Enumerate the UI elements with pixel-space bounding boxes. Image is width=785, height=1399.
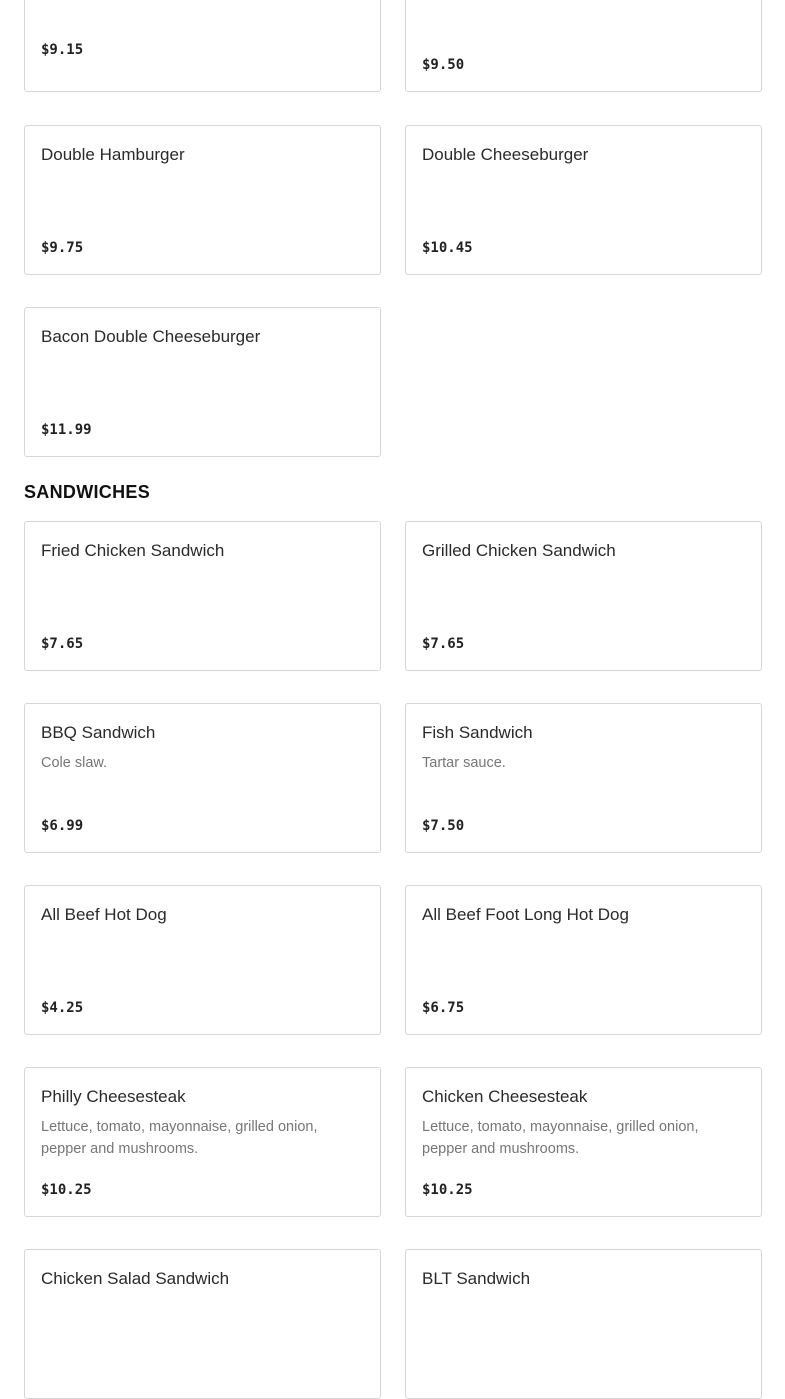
- item-price: $7.65: [422, 636, 465, 652]
- item-price: $6.99: [41, 818, 84, 834]
- menu-item-card[interactable]: [24, 125, 381, 275]
- item-name: Fried Chicken Sandwich: [41, 541, 225, 560]
- item-name: BLT Sandwich: [422, 1269, 531, 1288]
- menu-item-card[interactable]: [24, 521, 381, 671]
- menu-item-card[interactable]: [24, 1067, 381, 1217]
- item-price: $9.50: [422, 57, 465, 73]
- menu-item-card[interactable]: [405, 521, 762, 671]
- menu-item-card[interactable]: [405, 0, 762, 92]
- item-price: $11.99: [41, 422, 92, 438]
- item-price: $10.25: [41, 1182, 92, 1198]
- menu-item-card[interactable]: [405, 703, 762, 853]
- item-name: Philly Cheesesteak: [41, 1087, 186, 1106]
- menu-item-card[interactable]: [405, 1249, 762, 1399]
- menu-item-card[interactable]: [405, 1067, 762, 1217]
- item-description: Lettuce, tomato, mayonnaise, grilled onion, pepper and mushrooms.: [41, 1119, 318, 1157]
- item-name: BBQ Sandwich: [41, 723, 156, 742]
- item-description: Lettuce, tomato, mayonnaise, grilled onion, pepper and mushrooms.: [422, 1119, 699, 1157]
- item-name: Chicken Salad Sandwich: [41, 1269, 230, 1288]
- menu-item-card[interactable]: [24, 307, 381, 457]
- menu-item-card[interactable]: [405, 885, 762, 1035]
- item-name: Bacon Double Cheeseburger: [41, 327, 261, 346]
- item-name: All Beef Foot Long Hot Dog: [422, 905, 629, 924]
- item-name: Fish Sandwich: [422, 723, 533, 742]
- item-price: $10.25: [422, 1182, 473, 1198]
- item-description: Tartar sauce.: [422, 755, 506, 771]
- item-name: Chicken Cheesesteak: [422, 1087, 588, 1106]
- menu-item-card[interactable]: [24, 703, 381, 853]
- menu-item-card[interactable]: [24, 885, 381, 1035]
- item-name: Double Hamburger: [41, 145, 185, 164]
- item-price: $10.45: [422, 240, 473, 256]
- item-name: All Beef Hot Dog: [41, 905, 167, 924]
- item-price: $7.50: [422, 818, 465, 834]
- item-name: Double Cheeseburger: [422, 145, 589, 164]
- item-price: $9.75: [41, 240, 84, 256]
- item-price: $9.15: [41, 42, 84, 58]
- item-price: $4.25: [41, 1000, 84, 1016]
- item-price: $7.65: [41, 636, 84, 652]
- item-name: Grilled Chicken Sandwich: [422, 541, 616, 560]
- menu-item-card[interactable]: [405, 125, 762, 275]
- item-description: Cole slaw.: [41, 755, 108, 771]
- menu-item-card[interactable]: [24, 0, 381, 92]
- item-price: $6.75: [422, 1000, 465, 1016]
- section-heading-sandwiches: SANDWICHES: [24, 482, 151, 502]
- menu-item-card[interactable]: [24, 1249, 381, 1399]
